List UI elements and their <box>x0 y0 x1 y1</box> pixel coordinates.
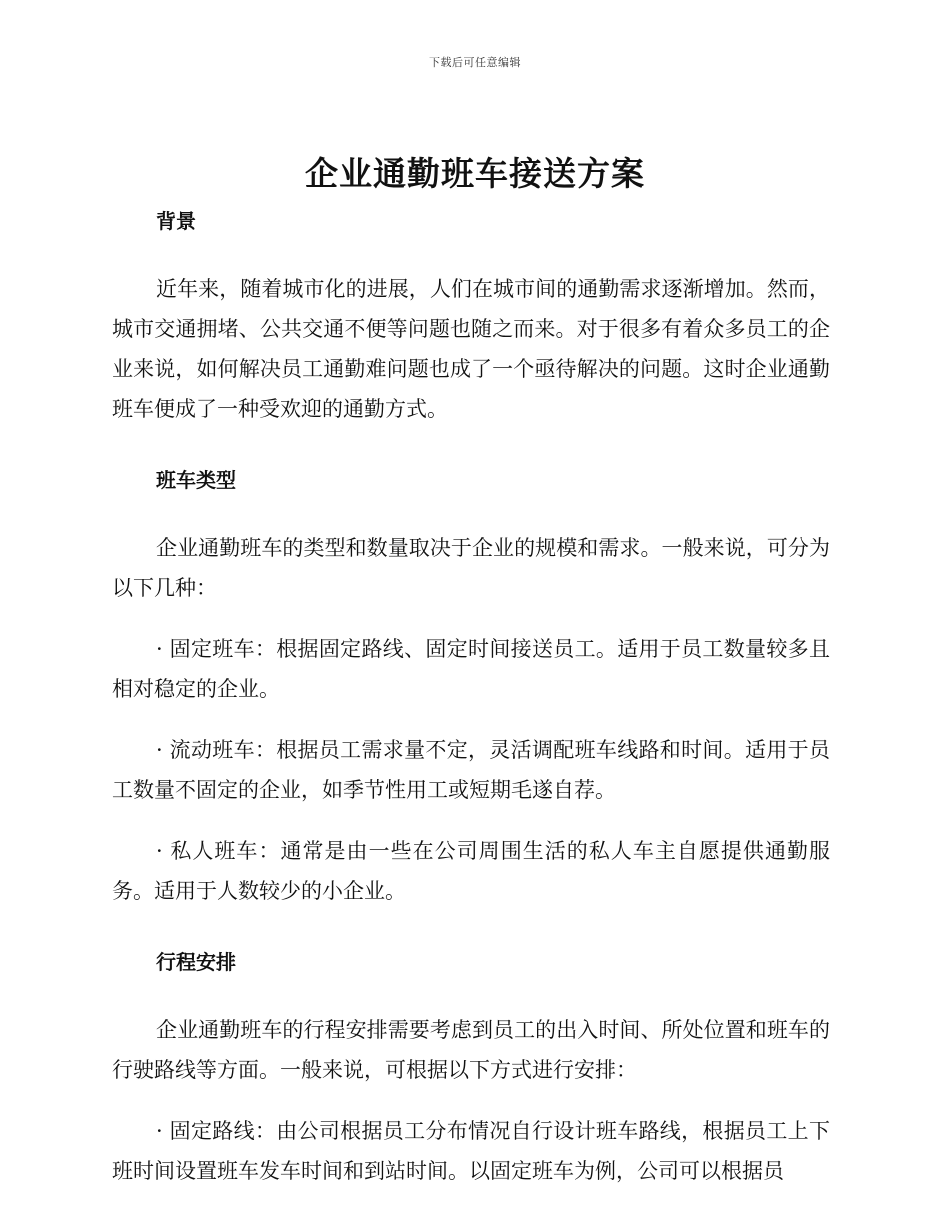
section-heading-background: 背景 <box>156 209 196 233</box>
section-heading-shuttle-types: 班车类型 <box>156 468 236 492</box>
section-heading-schedule: 行程安排 <box>156 950 236 974</box>
header-note: 下载后可任意编辑 <box>429 56 521 69</box>
paragraph: 企业通勤班车的类型和数量取决于企业的规模和需求。一般来说，可分为以下几种： <box>112 536 830 600</box>
paragraph: 近年来，随着城市化的进展，人们在城市间的通勤需求逐渐增加。然而，城市交通拥堵、公共交通不便等问题也随之而来。对于很多有着众多员工的企业来说，如何解决员工通勤难问题也成了一个亟待解决的问题。这时企业通勤班车便成了一种受欢迎的通勤方式。 <box>112 277 830 421</box>
list-item-fixed-route: · 固定路线：由公司根据员工分布情况自行设计班车路线，根据员工上下班时间设置班车发车时间和到站时间。以固定班车为例，公司可以根据员 <box>112 1119 830 1183</box>
list-item-private-shuttle: · 私人班车：通常是由一些在公司周围生活的私人车主自愿提供通勤服务。适用于人数较少的小企业。 <box>112 839 830 903</box>
list-item-fixed-shuttle: · 固定班车：根据固定路线、固定时间接送员工。适用于员工数量较多且相对稳定的企业。 <box>112 637 830 701</box>
document-title: 企业通勤班车接送方案 <box>305 154 645 193</box>
paragraph: 企业通勤班车的行程安排需要考虑到员工的出入时间、所处位置和班车的行驶路线等方面。一般来说，可根据以下方式进行安排： <box>112 1018 830 1082</box>
document-body <box>112 205 830 1191</box>
list-item-flexible-shuttle: · 流动班车：根据员工需求量不定，灵活调配班车线路和时间。适用于员工数量不固定的企业，如季节性用工或短期毛遂自荐。 <box>112 738 830 802</box>
